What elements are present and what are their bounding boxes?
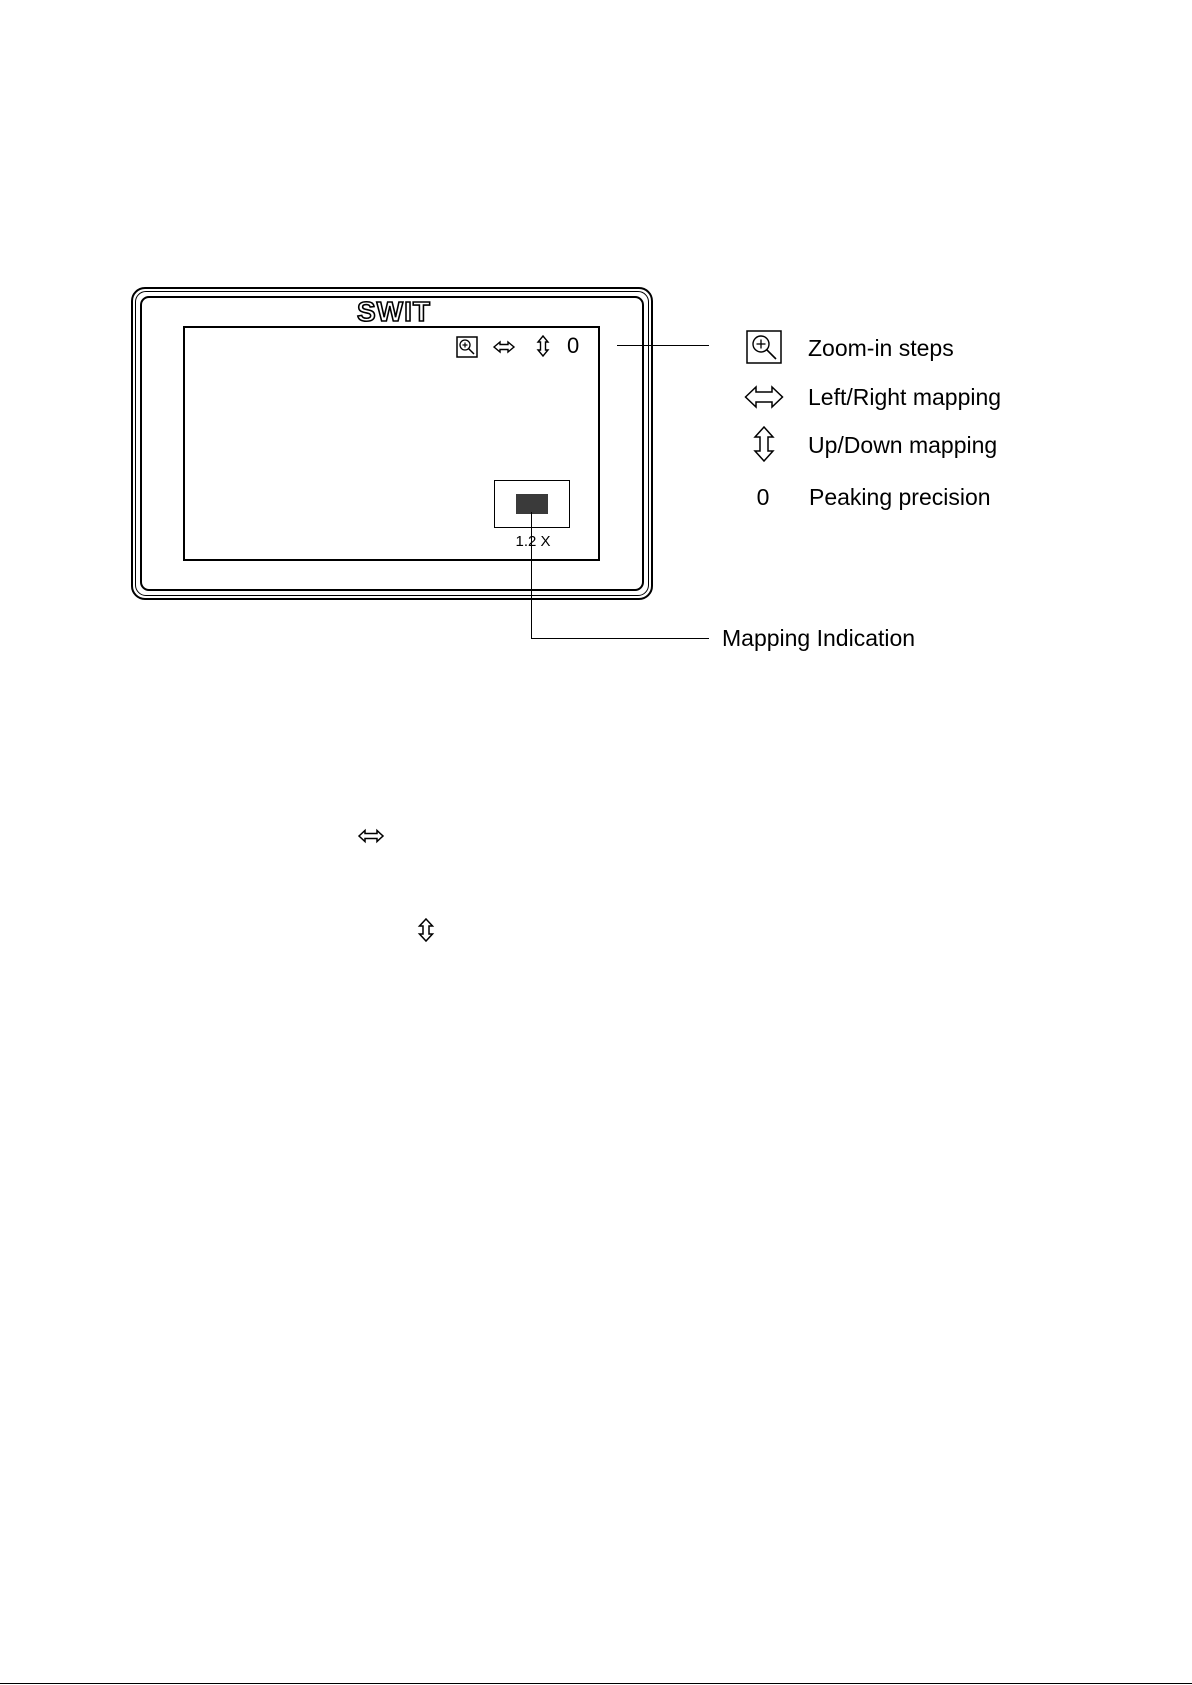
leader-line-mapping-vertical [531, 512, 532, 638]
osd-left-right-arrow-icon [493, 341, 515, 353]
legend-left-right-arrow-icon [744, 385, 784, 409]
leader-line-osd [617, 345, 709, 346]
page-bottom-border [0, 1683, 1192, 1684]
osd-zoom-in-icon [456, 336, 478, 358]
legend-peaking-value: 0 [756, 484, 770, 510]
up-down-arrow-icon [418, 918, 434, 942]
legend-zoom-in-icon [746, 330, 782, 364]
legend-label-zoom-in-steps: Zoom-in steps [808, 335, 954, 361]
mapping-zoom-label: 1.2 X [515, 533, 551, 550]
left-right-arrow-icon [358, 829, 384, 843]
mapping-indicator-fill [516, 494, 548, 514]
legend-label-left-right-mapping: Left/Right mapping [808, 384, 1002, 410]
osd-peaking-value: 0 [567, 333, 580, 358]
mapping-indication-label: Mapping Indication [722, 625, 916, 651]
legend-up-down-arrow-icon [753, 426, 775, 462]
legend-label-up-down-mapping: Up/Down mapping [808, 432, 998, 458]
brand-logo: SWIT [357, 296, 431, 327]
leader-line-mapping-horizontal [531, 638, 709, 639]
osd-up-down-arrow-icon [537, 335, 549, 357]
legend-label-peaking-precision: Peaking precision [809, 484, 991, 510]
